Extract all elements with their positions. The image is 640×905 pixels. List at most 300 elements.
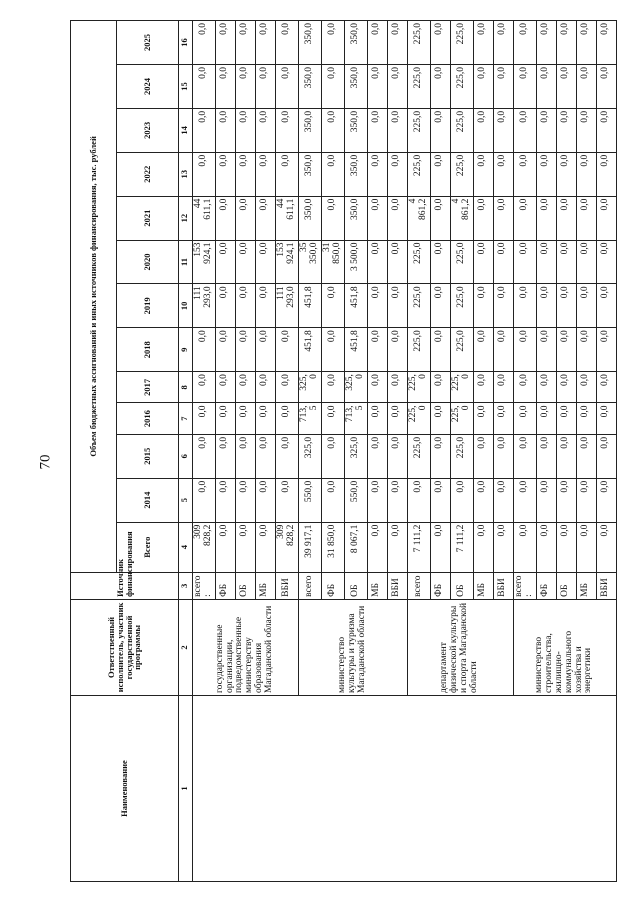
value-cell: 0,0 (235, 403, 255, 434)
financing-table (70, 20, 617, 882)
value-cell: 0,0 (321, 434, 344, 478)
header-year: 2022 (117, 152, 179, 196)
value-cell: 0,0 (536, 434, 556, 478)
value-cell: 0,0 (473, 522, 493, 572)
value-cell: 0,0 (407, 478, 430, 522)
column-number: 10 (179, 284, 193, 328)
value-cell: 0,0 (367, 434, 387, 478)
column-numbers-row (179, 21, 193, 882)
value-cell: 0,0 (493, 478, 513, 522)
value-cell: 451,8 (298, 328, 321, 372)
value-cell: 0,0 (255, 522, 275, 572)
executor-cell: департамент физической культуры и спорта Магаданской области (407, 599, 513, 695)
value-cell: 0,0 (450, 478, 473, 522)
value-cell: 225, 0 (407, 403, 430, 434)
value-cell: 225,0 (450, 434, 473, 478)
value-cell: 225,0 (407, 152, 430, 196)
value-cell: 0,0 (430, 240, 450, 284)
value-cell: 0,0 (596, 372, 616, 403)
value-cell: 0,0 (493, 65, 513, 109)
value-cell: 0,0 (255, 372, 275, 403)
value-cell: 35 350,0 (298, 240, 321, 284)
value-cell: 0,0 (215, 65, 235, 109)
value-cell: 225, 0 (407, 372, 430, 403)
value-cell: 0,0 (255, 196, 275, 240)
value-cell: 0,0 (255, 328, 275, 372)
value-cell: 0,0 (596, 478, 616, 522)
value-cell: 0,0 (367, 284, 387, 328)
value-cell: 350,0 (298, 196, 321, 240)
value-cell: 153 924,1 (193, 240, 216, 284)
value-cell: 0,0 (193, 403, 216, 434)
value-cell: 0,0 (387, 108, 407, 152)
source-cell: МБ (576, 572, 596, 599)
value-cell: 0,0 (367, 108, 387, 152)
value-cell: 350,0 (344, 21, 367, 65)
value-cell: 0,0 (275, 21, 298, 65)
column-number: 16 (179, 21, 193, 65)
value-cell: 0,0 (321, 65, 344, 109)
value-cell: 225,0 (407, 108, 430, 152)
value-cell: 0,0 (430, 403, 450, 434)
value-cell: 0,0 (430, 152, 450, 196)
value-cell: 0,0 (235, 372, 255, 403)
value-cell: 0,0 (235, 522, 255, 572)
value-cell: 0,0 (215, 240, 235, 284)
value-cell: 0,0 (493, 108, 513, 152)
value-cell: 0,0 (596, 403, 616, 434)
value-cell: 111 293,0 (275, 284, 298, 328)
value-cell: 0,0 (193, 328, 216, 372)
value-cell: 325, 0 (298, 372, 321, 403)
value-cell: 4 861,2 (407, 196, 430, 240)
value-cell: 0,0 (596, 284, 616, 328)
value-cell: 44 611,1 (275, 196, 298, 240)
source-cell: ВБИ (275, 572, 298, 599)
value-cell: 0,0 (387, 21, 407, 65)
value-cell: 350,0 (344, 65, 367, 109)
value-cell: 0,0 (596, 434, 616, 478)
value-cell: 7 111,2 (450, 522, 473, 572)
value-cell: 0,0 (193, 108, 216, 152)
value-cell: 0,0 (387, 328, 407, 372)
column-number: 9 (179, 328, 193, 372)
value-cell: 0,0 (556, 284, 576, 328)
value-cell: 0,0 (473, 372, 493, 403)
value-cell: 350,0 (344, 152, 367, 196)
value-cell: 0,0 (513, 284, 536, 328)
value-cell: 44 611,1 (193, 196, 216, 240)
value-cell: 0,0 (430, 284, 450, 328)
value-cell: 225,0 (407, 328, 430, 372)
column-number: 12 (179, 196, 193, 240)
value-cell: 713, 5 (298, 403, 321, 434)
value-cell: 225,0 (407, 21, 430, 65)
value-cell: 0,0 (387, 403, 407, 434)
value-cell: 0,0 (275, 434, 298, 478)
value-cell: 0,0 (596, 152, 616, 196)
header-executor: Ответственный исполнитель, участник государственной программы (71, 599, 179, 695)
value-cell: 0,0 (493, 152, 513, 196)
column-number: 8 (179, 372, 193, 403)
value-cell: 0,0 (513, 478, 536, 522)
value-cell: 451,8 (298, 284, 321, 328)
value-cell: 0,0 (493, 21, 513, 65)
value-cell: 0,0 (387, 65, 407, 109)
value-cell: 0,0 (430, 65, 450, 109)
value-cell: 0,0 (367, 196, 387, 240)
value-cell: 0,0 (235, 196, 255, 240)
value-cell: 0,0 (513, 522, 536, 572)
value-cell: 0,0 (513, 372, 536, 403)
value-cell: 0,0 (235, 284, 255, 328)
source-cell: ОБ (344, 572, 367, 599)
table-row (193, 21, 216, 882)
value-cell: 0,0 (255, 108, 275, 152)
value-cell: 0,0 (536, 522, 556, 572)
value-cell: 0,0 (387, 284, 407, 328)
value-cell: 0,0 (275, 372, 298, 403)
value-cell: 0,0 (387, 478, 407, 522)
value-cell: 0,0 (367, 522, 387, 572)
value-cell: 153 924,1 (275, 240, 298, 284)
value-cell: 0,0 (193, 65, 216, 109)
value-cell: 0,0 (215, 21, 235, 65)
value-cell: 0,0 (576, 65, 596, 109)
value-cell: 4 861,2 (450, 196, 473, 240)
source-cell: ВБИ (387, 572, 407, 599)
value-cell: 0,0 (536, 240, 556, 284)
value-cell: 0,0 (576, 434, 596, 478)
value-cell: 31 850,0 (321, 240, 344, 284)
value-cell: 0,0 (367, 21, 387, 65)
value-cell: 0,0 (536, 65, 556, 109)
value-cell: 0,0 (473, 108, 493, 152)
header-year: Всего (117, 522, 179, 572)
value-cell: 0,0 (513, 21, 536, 65)
value-cell: 0,0 (321, 478, 344, 522)
value-cell: 0,0 (367, 240, 387, 284)
value-cell: 0,0 (215, 372, 235, 403)
value-cell: 0,0 (387, 372, 407, 403)
value-cell: 713, 5 (344, 403, 367, 434)
value-cell: 0,0 (556, 522, 576, 572)
value-cell: 0,0 (576, 108, 596, 152)
value-cell: 0,0 (430, 434, 450, 478)
value-cell: 0,0 (367, 478, 387, 522)
value-cell: 3 500,0 (344, 240, 367, 284)
value-cell: 0,0 (235, 434, 255, 478)
source-cell: ВБИ (596, 572, 616, 599)
source-cell: ФБ (536, 572, 556, 599)
value-cell: 0,0 (556, 403, 576, 434)
source-cell: ОБ (235, 572, 255, 599)
value-cell: 0,0 (430, 478, 450, 522)
value-cell: 0,0 (576, 196, 596, 240)
source-cell: всего (298, 572, 321, 599)
value-cell: 225,0 (450, 328, 473, 372)
value-cell: 0,0 (255, 240, 275, 284)
source-cell: ФБ (215, 572, 235, 599)
value-cell: 0,0 (430, 196, 450, 240)
value-cell: 225, 0 (450, 372, 473, 403)
value-cell: 0,0 (193, 478, 216, 522)
value-cell: 0,0 (473, 328, 493, 372)
value-cell: 0,0 (493, 284, 513, 328)
source-cell: всего : (513, 572, 536, 599)
value-cell: 0,0 (473, 65, 493, 109)
value-cell: 0,0 (576, 152, 596, 196)
executor-cell: министерство строительства, жилищно-коммунального хозяйства и энергетики (513, 599, 616, 695)
header-year: 2015 (117, 434, 179, 478)
value-cell: 325, 0 (344, 372, 367, 403)
value-cell: 0,0 (576, 372, 596, 403)
value-cell: 0,0 (576, 240, 596, 284)
value-cell: 7 111,2 (407, 522, 430, 572)
value-cell: 0,0 (576, 403, 596, 434)
value-cell: 0,0 (215, 152, 235, 196)
value-cell: 0,0 (473, 240, 493, 284)
value-cell: 0,0 (255, 434, 275, 478)
value-cell: 0,0 (473, 478, 493, 522)
value-cell: 0,0 (235, 328, 255, 372)
value-cell: 309 828,2 (193, 522, 216, 572)
source-cell: всего : (193, 572, 216, 599)
value-cell: 0,0 (513, 196, 536, 240)
source-cell: ВБИ (493, 572, 513, 599)
value-cell: 451,8 (344, 284, 367, 328)
column-number: 15 (179, 65, 193, 109)
header-year: 2021 (117, 196, 179, 240)
value-cell: 0,0 (536, 372, 556, 403)
value-cell: 0,0 (321, 21, 344, 65)
value-cell: 225,0 (450, 152, 473, 196)
value-cell: 0,0 (556, 65, 576, 109)
value-cell: 0,0 (235, 21, 255, 65)
value-cell: 0,0 (430, 108, 450, 152)
value-cell: 8 067,1 (344, 522, 367, 572)
value-cell: 0,0 (596, 328, 616, 372)
value-cell: 0,0 (235, 478, 255, 522)
value-cell: 0,0 (215, 522, 235, 572)
page-number: 70 (37, 454, 54, 470)
value-cell: 0,0 (556, 372, 576, 403)
value-cell: 0,0 (556, 152, 576, 196)
source-cell: МБ (255, 572, 275, 599)
value-cell: 0,0 (596, 108, 616, 152)
value-cell: 0,0 (596, 21, 616, 65)
executor-cell: государственные организации, подведомственные министерству образования Магаданской области (193, 599, 299, 695)
value-cell: 350,0 (298, 152, 321, 196)
source-cell: ФБ (430, 572, 450, 599)
source-cell: МБ (367, 572, 387, 599)
column-number: 6 (179, 434, 193, 478)
value-cell: 0,0 (321, 403, 344, 434)
value-cell: 0,0 (536, 478, 556, 522)
value-cell: 451,8 (344, 328, 367, 372)
value-cell: 0,0 (493, 372, 513, 403)
value-cell: 0,0 (430, 522, 450, 572)
column-number: 14 (179, 108, 193, 152)
value-cell: 225,0 (450, 240, 473, 284)
value-cell: 0,0 (513, 434, 536, 478)
header-year: 2025 (117, 21, 179, 65)
value-cell: 0,0 (513, 328, 536, 372)
value-cell: 225,0 (450, 21, 473, 65)
source-cell: всего (407, 572, 430, 599)
value-cell: 0,0 (193, 434, 216, 478)
value-cell: 325,0 (344, 434, 367, 478)
value-cell: 111 293,0 (193, 284, 216, 328)
value-cell: 0,0 (493, 522, 513, 572)
value-cell: 0,0 (275, 403, 298, 434)
value-cell: 0,0 (275, 478, 298, 522)
value-cell: 0,0 (255, 65, 275, 109)
value-cell: 225,0 (407, 240, 430, 284)
executor-cell: министерство культуры и туризма Магаданской области (298, 599, 407, 695)
value-cell: 0,0 (275, 65, 298, 109)
header-year: 2016 (117, 403, 179, 434)
value-cell: 0,0 (493, 328, 513, 372)
value-cell: 0,0 (493, 196, 513, 240)
value-cell: 0,0 (387, 522, 407, 572)
value-cell: 0,0 (215, 284, 235, 328)
value-cell: 0,0 (321, 108, 344, 152)
header-year: 2017 (117, 372, 179, 403)
value-cell: 0,0 (321, 284, 344, 328)
value-cell: 350,0 (298, 21, 321, 65)
table-body (193, 21, 617, 882)
value-cell: 0,0 (235, 240, 255, 284)
value-cell: 0,0 (536, 403, 556, 434)
value-cell: 0,0 (556, 21, 576, 65)
column-number: 5 (179, 478, 193, 522)
value-cell: 0,0 (556, 108, 576, 152)
value-cell: 39 917,1 (298, 522, 321, 572)
column-number: 1 (179, 696, 193, 882)
value-cell: 0,0 (367, 65, 387, 109)
value-cell: 0,0 (255, 284, 275, 328)
column-number: 3 (179, 572, 193, 599)
value-cell: 0,0 (193, 372, 216, 403)
rotated-table-container (70, 20, 611, 882)
value-cell: 0,0 (493, 240, 513, 284)
value-cell: 0,0 (321, 196, 344, 240)
value-cell: 0,0 (430, 328, 450, 372)
value-cell: 0,0 (367, 403, 387, 434)
value-cell: 0,0 (215, 196, 235, 240)
value-cell: 225,0 (450, 284, 473, 328)
value-cell: 0,0 (493, 434, 513, 478)
value-cell: 0,0 (215, 478, 235, 522)
column-number: 7 (179, 403, 193, 434)
value-cell: 0,0 (215, 434, 235, 478)
value-cell: 225,0 (407, 65, 430, 109)
value-cell: 0,0 (576, 328, 596, 372)
source-cell: ОБ (450, 572, 473, 599)
value-cell: 325,0 (298, 434, 321, 478)
value-cell: 0,0 (321, 152, 344, 196)
value-cell: 0,0 (596, 196, 616, 240)
source-cell: ФБ (321, 572, 344, 599)
value-cell: 0,0 (367, 152, 387, 196)
value-cell: 0,0 (215, 108, 235, 152)
value-cell: 0,0 (473, 196, 493, 240)
value-cell: 350,0 (298, 108, 321, 152)
header-year: 2018 (117, 328, 179, 372)
value-cell: 0,0 (321, 372, 344, 403)
value-cell: 0,0 (473, 403, 493, 434)
value-cell: 225,0 (450, 108, 473, 152)
header-year: 2019 (117, 284, 179, 328)
value-cell: 350,0 (344, 196, 367, 240)
value-cell: 0,0 (576, 284, 596, 328)
value-cell: 225,0 (407, 284, 430, 328)
value-cell: 0,0 (556, 328, 576, 372)
value-cell: 0,0 (321, 328, 344, 372)
value-cell: 550,0 (298, 478, 321, 522)
value-cell: 0,0 (235, 152, 255, 196)
value-cell: 0,0 (576, 522, 596, 572)
value-cell: 0,0 (596, 240, 616, 284)
value-cell: 0,0 (596, 522, 616, 572)
header-source: Источник финансирования (71, 572, 179, 599)
value-cell: 0,0 (556, 478, 576, 522)
value-cell: 0,0 (367, 372, 387, 403)
value-cell: 0,0 (387, 152, 407, 196)
value-cell: 0,0 (536, 328, 556, 372)
header-name: Наименование (71, 696, 179, 882)
value-cell: 0,0 (367, 328, 387, 372)
value-cell: 31 850,0 (321, 522, 344, 572)
value-cell: 0,0 (473, 152, 493, 196)
value-cell: 0,0 (536, 21, 556, 65)
value-cell: 0,0 (493, 403, 513, 434)
value-cell: 0,0 (275, 108, 298, 152)
value-cell: 0,0 (513, 240, 536, 284)
value-cell: 0,0 (193, 152, 216, 196)
value-cell: 550,0 (344, 478, 367, 522)
value-cell: 0,0 (513, 403, 536, 434)
value-cell: 0,0 (215, 403, 235, 434)
value-cell: 0,0 (255, 403, 275, 434)
value-cell: 0,0 (235, 108, 255, 152)
value-cell: 0,0 (473, 434, 493, 478)
header-volume: Объем бюджетных ассигнований и иных источников финансирования, тыс. рублей (71, 21, 117, 573)
value-cell: 309 828,2 (275, 522, 298, 572)
value-cell: 0,0 (473, 284, 493, 328)
value-cell: 0,0 (513, 65, 536, 109)
value-cell: 350,0 (298, 65, 321, 109)
value-cell: 0,0 (193, 21, 216, 65)
value-cell: 225,0 (407, 434, 430, 478)
value-cell: 225,0 (450, 65, 473, 109)
value-cell: 0,0 (536, 108, 556, 152)
value-cell: 0,0 (513, 152, 536, 196)
value-cell: 0,0 (556, 196, 576, 240)
header-year: 2014 (117, 478, 179, 522)
value-cell: 0,0 (235, 65, 255, 109)
value-cell: 0,0 (255, 152, 275, 196)
value-cell: 0,0 (576, 21, 596, 65)
value-cell: 0,0 (536, 284, 556, 328)
value-cell: 0,0 (556, 434, 576, 478)
column-number: 2 (179, 599, 193, 695)
value-cell: 0,0 (596, 65, 616, 109)
value-cell: 0,0 (430, 21, 450, 65)
value-cell: 350,0 (344, 108, 367, 152)
value-cell: 0,0 (556, 240, 576, 284)
